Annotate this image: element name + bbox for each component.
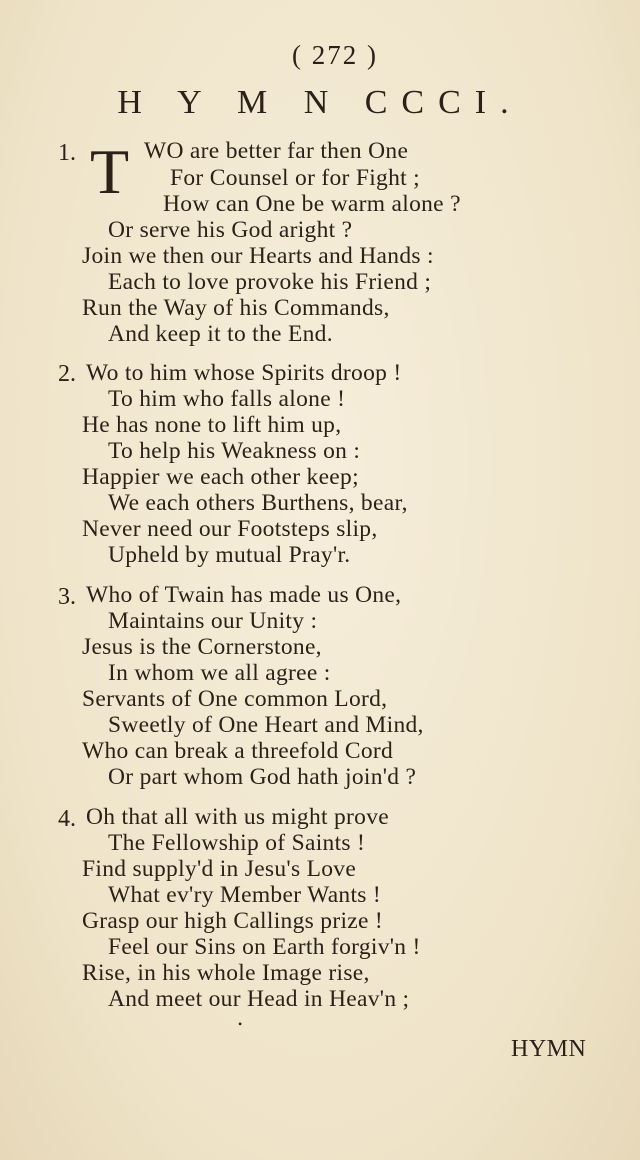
verse-line: Feel our Sins on Earth forgiv'n ! [108, 934, 421, 960]
verse-line: For Counsel or for Fight ; [170, 165, 420, 191]
verse-line: Run the Way of his Commands, [82, 295, 390, 321]
verse-line: Servants of One common Lord, [82, 686, 388, 712]
verse-line: Sweetly of One Heart and Mind, [108, 712, 424, 738]
verse-number: 4. [58, 806, 76, 832]
drop-cap: T [90, 136, 130, 207]
catchword: HYMN [511, 1036, 587, 1062]
verse-line: Who of Twain has made us One, [86, 582, 402, 608]
verse-line: How can One be warm alone ? [163, 191, 461, 217]
verse-line: Jesus is the Cornerstone, [82, 634, 322, 660]
verse-line: Find supply'd in Jesu's Love [82, 856, 357, 882]
verse-line: To help his Weakness on : [108, 438, 361, 464]
verse-line: What ev'ry Member Wants ! [108, 882, 382, 908]
verse-line: Happier we each other keep; [82, 464, 359, 490]
verse-line: We each others Burthens, bear, [108, 490, 408, 516]
verse-line: Oh that all with us might prove [86, 804, 390, 830]
verse-line: Grasp our high Callings prize ! [82, 908, 384, 934]
printer-mark: • [238, 1017, 243, 1031]
verse-line: Maintains our Unity : [108, 608, 318, 634]
verse-line: Join we then our Hearts and Hands : [82, 243, 434, 269]
verse-line: Each to love provoke his Friend ; [108, 269, 432, 295]
verse-line: Upheld by mutual Pray'r. [108, 542, 351, 568]
verse-line: Wo to him whose Spirits droop ! [86, 360, 402, 386]
verse-number: 2. [58, 361, 76, 387]
verse-line: And meet our Head in Heav'n ; [108, 986, 410, 1012]
verse-number: 3. [58, 584, 76, 610]
verse-number: 1. [58, 140, 76, 166]
page-number: ( 272 ) [292, 40, 378, 70]
verse-line: In whom we all agree : [108, 660, 331, 686]
verse-line: Or serve his God aright ? [108, 217, 353, 243]
verse-line: Who can break a threefold Cord [82, 738, 394, 764]
verse-line: And keep it to the End. [108, 321, 333, 347]
verse-line: Rise, in his whole Image rise, [82, 960, 370, 986]
verse-line: Or part whom God hath join'd ? [108, 764, 417, 790]
verse-line: WO are better far then One [144, 138, 409, 164]
hymn-title: H Y M N CCCI. [117, 84, 523, 121]
verse-line: He has none to lift him up, [82, 412, 342, 438]
verse-line: The Fellowship of Saints ! [108, 830, 366, 856]
verse-line: To him who falls alone ! [108, 386, 346, 412]
verse-line: Never need our Footsteps slip, [82, 516, 378, 542]
